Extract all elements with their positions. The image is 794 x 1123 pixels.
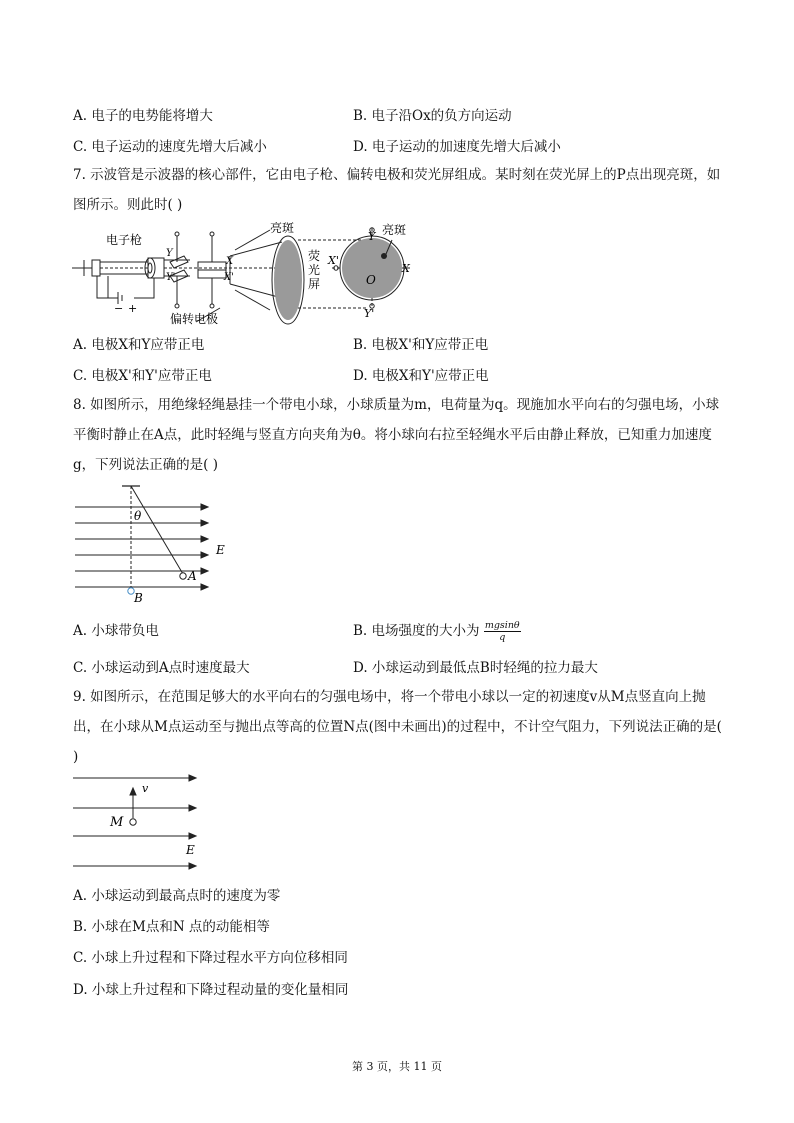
label-e: E <box>216 543 225 557</box>
q8-option-a: A. 小球带负电 <box>73 623 159 639</box>
q9-option-d: D. 小球上升过程和下降过程动量的变化量相同 <box>73 982 349 998</box>
q8-formula-numerator: mgsinθ <box>484 620 520 631</box>
q9-field-figure <box>70 770 210 874</box>
q7-option-b: B. 电极X'和Y应带正电 <box>353 337 489 353</box>
label-x-plate: X <box>226 256 234 267</box>
label-b: B <box>134 591 143 605</box>
label-screen-2: 光 <box>308 263 321 277</box>
q6-option-b: B. 电子沿Ox的负方向运动 <box>353 108 512 124</box>
label-x-prime-screen: X' <box>328 254 339 267</box>
q8-formula <box>484 620 521 643</box>
q8-option-d: D. 小球运动到最低点B时轻绳的拉力最大 <box>353 660 598 676</box>
label-screen-1: 荧 <box>308 249 321 263</box>
label-y-prime-plate: Y' <box>166 272 176 283</box>
label-o: O <box>366 273 376 287</box>
q7-option-d: D. 电极X和Y'应带正电 <box>353 368 489 384</box>
q8-option-b-text: B. 电场强度的大小为 <box>353 623 480 639</box>
q7-oscilloscope-figure <box>70 222 420 326</box>
q7-option-a: A. 电极X和Y应带正电 <box>73 337 205 353</box>
q7-option-c: C. 电极X'和Y'应带正电 <box>73 368 212 384</box>
label-a: A <box>188 569 197 583</box>
q9-option-b: B. 小球在M点和N 点的动能相等 <box>73 919 270 935</box>
page-footer: 第 3 页，共 11 页 <box>352 1060 442 1073</box>
label-theta: θ <box>134 509 142 523</box>
q9-stem: 9. 如图所示，在范围足够大的水平向右的匀强电场中，将一个带电小球以一定的初速度v从M点竖直向上抛出，在小球从M点运动至与抛出点等高的位置N点(图中未画出)的过程中，不计空气阻力，下列说法正确的是( ) <box>73 689 722 765</box>
q8-pendulum-figure <box>70 480 240 606</box>
label-y-bottom: Y' <box>364 307 375 320</box>
q8-option-b <box>353 619 521 643</box>
q6-option-a: A. 电子的电势能将增大 <box>73 108 213 124</box>
label-plus: + <box>128 302 138 315</box>
q9-option-a: A. 小球运动到最高点时的速度为零 <box>73 888 281 904</box>
label-screen-3: 屏 <box>308 277 321 291</box>
label-x-screen: X <box>402 262 410 275</box>
q8-formula-denominator: q <box>499 632 506 643</box>
label-x-prime-plate: X' <box>224 272 234 283</box>
label-minus: − <box>114 302 124 315</box>
q9-option-c: C. 小球上升过程和下降过程水平方向位移相同 <box>73 950 348 966</box>
q8-option-c: C. 小球运动到A点时速度最大 <box>73 660 250 676</box>
label-m: M <box>110 815 124 830</box>
label-gun: 电子枪 <box>106 233 143 247</box>
q6-option-d: D. 电子运动的加速度先增大后减小 <box>353 139 561 155</box>
label-y-plate: Y <box>166 248 173 259</box>
q6-option-c: C. 电子运动的速度先增大后减小 <box>73 139 267 155</box>
label-y-top: Y <box>368 230 376 243</box>
label-spot-left: 亮斑 <box>270 222 295 235</box>
label-electrodes: 偏转电极 <box>170 312 219 326</box>
label-v: v <box>142 782 149 795</box>
label-e: E <box>186 843 195 857</box>
q7-stem: 7. 示波管是示波器的核心部件，它由电子枪、偏转电极和荧光屏组成。某时刻在荧光屏上的P点出现亮斑，如图所示。则此时( ) <box>73 167 721 213</box>
label-spot-right: 亮斑 <box>382 223 407 237</box>
q8-stem: 8. 如图所示，用绝缘轻绳悬挂一个带电小球，小球质量为m，电荷量为q。现施加水平向右的匀强电场，小球平衡时静止在A点，此时轻绳与竖直方向夹角为θ。将小球向右拉至轻绳水平后由静止释放，已知重力加速度g，下列说法正确的是( ) <box>73 397 720 473</box>
